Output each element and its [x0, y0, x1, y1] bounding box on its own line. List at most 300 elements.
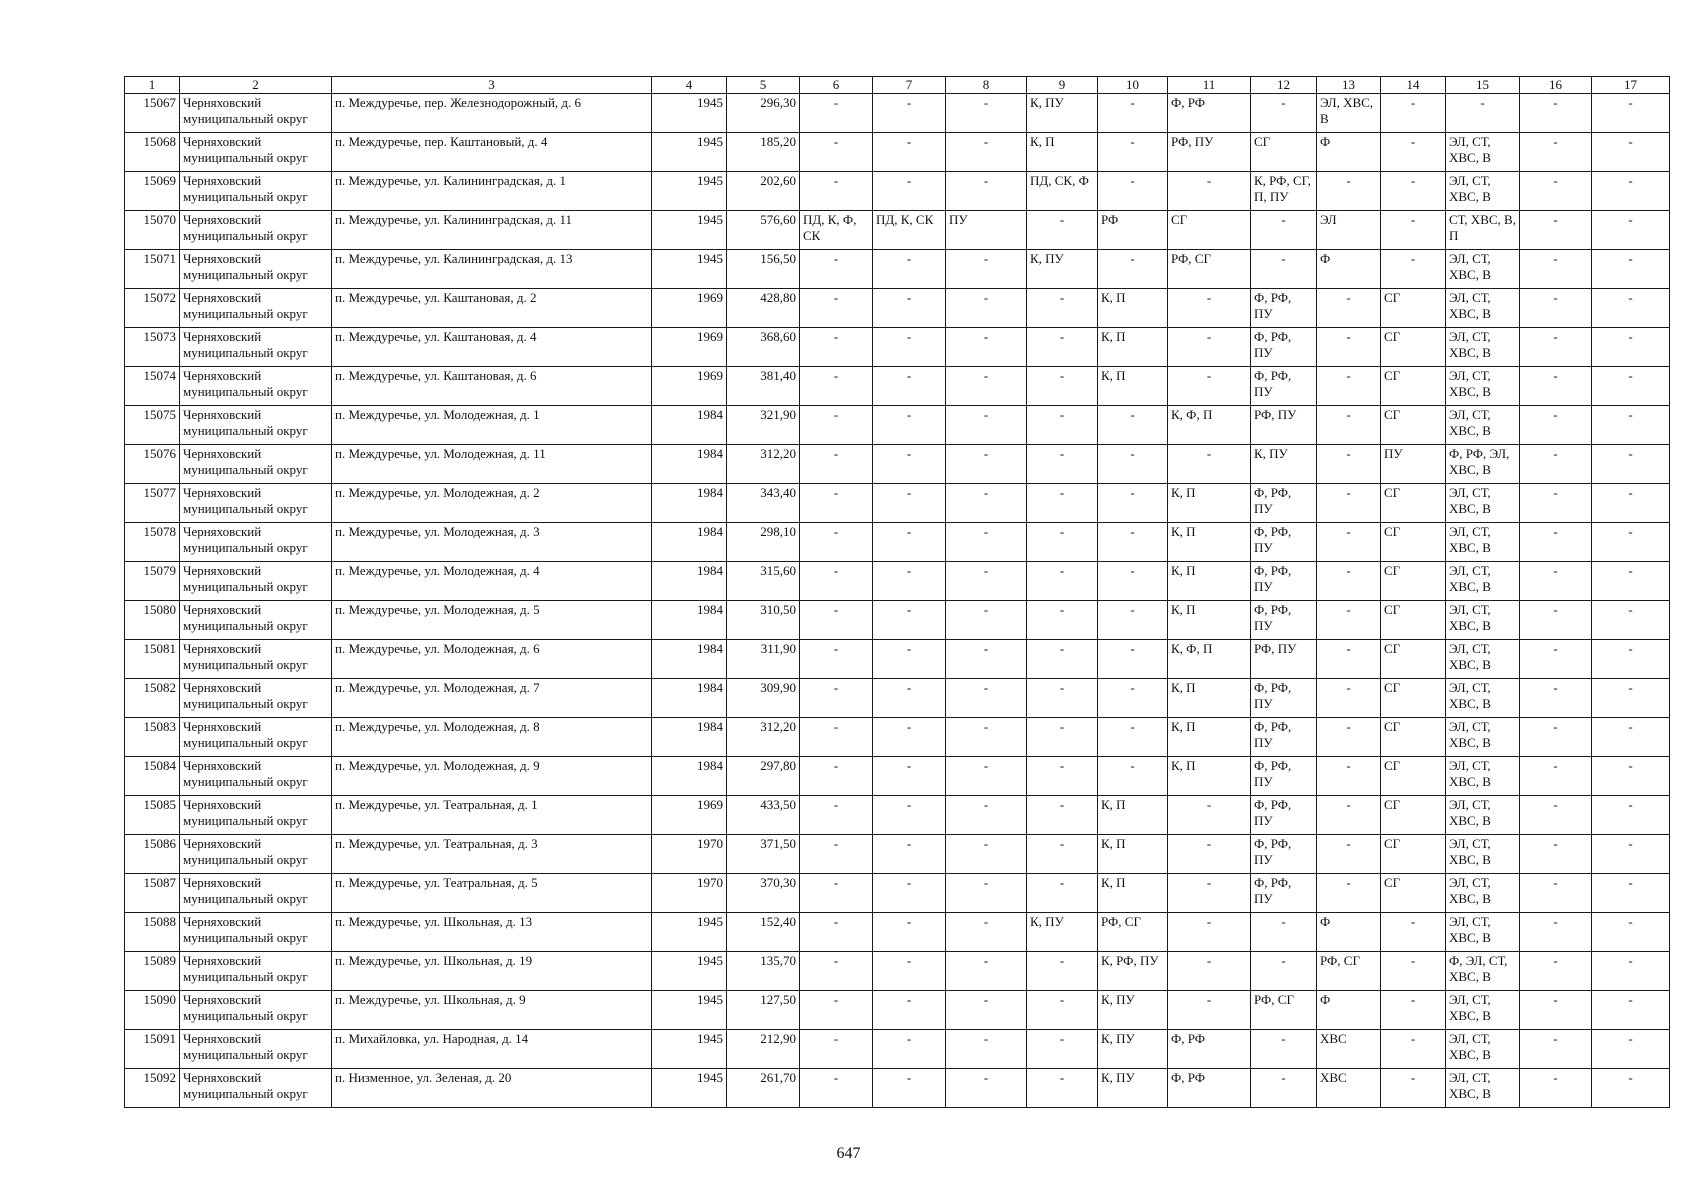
cell-col-15: ЭЛ, СТ, ХВС, В [1446, 289, 1520, 328]
cell-municipality: Черняховский муниципальный округ [180, 679, 332, 718]
cell-municipality: Черняховский муниципальный округ [180, 133, 332, 172]
table-row [125, 406, 1670, 445]
cell-col-11: РФ, ПУ [1168, 133, 1251, 172]
cell-col-6: ПД, К, Ф, СК [800, 211, 873, 250]
cell-col-11: К, П [1168, 484, 1251, 523]
cell-col-14: - [1381, 133, 1446, 172]
cell-col-14: СГ [1381, 835, 1446, 874]
cell-address: п. Низменное, ул. Зеленая, д. 20 [332, 1069, 652, 1108]
cell-col-8: - [946, 913, 1027, 952]
table-row [125, 445, 1670, 484]
cell-col-7: - [873, 601, 946, 640]
cell-col-14: СГ [1381, 406, 1446, 445]
cell-col-12: - [1251, 952, 1317, 991]
cell-col-7: - [873, 796, 946, 835]
cell-col-8: - [946, 562, 1027, 601]
cell-col-7: - [873, 328, 946, 367]
cell-area: 433,50 [727, 796, 800, 835]
cell-col-17: - [1592, 367, 1670, 406]
cell-col-14: СГ [1381, 328, 1446, 367]
cell-col-16: - [1520, 562, 1592, 601]
cell-col-10: - [1098, 601, 1168, 640]
cell-col-17: - [1592, 328, 1670, 367]
cell-col-11: К, П [1168, 679, 1251, 718]
cell-col-15: Ф, РФ, ЭЛ, ХВС, В [1446, 445, 1520, 484]
cell-col-16: - [1520, 640, 1592, 679]
cell-col-7: - [873, 913, 946, 952]
cell-area: 368,60 [727, 328, 800, 367]
cell-col-14: - [1381, 172, 1446, 211]
cell-col-9: - [1027, 640, 1098, 679]
cell-col-12: - [1251, 250, 1317, 289]
cell-col-15: ЭЛ, СТ, ХВС, В [1446, 835, 1520, 874]
cell-municipality: Черняховский муниципальный округ [180, 952, 332, 991]
cell-address: п. Междуречье, ул. Молодежная, д. 2 [332, 484, 652, 523]
cell-area: 261,70 [727, 1069, 800, 1108]
cell-area: 371,50 [727, 835, 800, 874]
cell-col-17: - [1592, 952, 1670, 991]
table-row [125, 328, 1670, 367]
cell-area: 156,50 [727, 250, 800, 289]
cell-col-16: - [1520, 289, 1592, 328]
cell-area: 311,90 [727, 640, 800, 679]
cell-area: 135,70 [727, 952, 800, 991]
cell-area: 298,10 [727, 523, 800, 562]
cell-col-13: - [1317, 679, 1381, 718]
cell-col-6: - [800, 172, 873, 211]
cell-col-6: - [800, 445, 873, 484]
cell-col-16: - [1520, 211, 1592, 250]
cell-col-14: СГ [1381, 562, 1446, 601]
cell-col-9: - [1027, 835, 1098, 874]
cell-col-15: СТ, ХВС, В, П [1446, 211, 1520, 250]
cell-year-built: 1945 [652, 172, 727, 211]
cell-col-10: - [1098, 94, 1168, 133]
cell-record-id: 15067 [125, 94, 180, 133]
cell-record-id: 15078 [125, 523, 180, 562]
cell-col-16: - [1520, 484, 1592, 523]
cell-col-6: - [800, 913, 873, 952]
cell-col-15: ЭЛ, СТ, ХВС, В [1446, 172, 1520, 211]
cell-col-11: - [1168, 796, 1251, 835]
cell-record-id: 15092 [125, 1069, 180, 1108]
cell-col-7: ПД, К, СК [873, 211, 946, 250]
cell-col-6: - [800, 601, 873, 640]
cell-record-id: 15075 [125, 406, 180, 445]
cell-col-11: - [1168, 874, 1251, 913]
cell-col-12: Ф, РФ, ПУ [1251, 289, 1317, 328]
cell-col-15: ЭЛ, СТ, ХВС, В [1446, 640, 1520, 679]
cell-col-11: - [1168, 289, 1251, 328]
cell-address: п. Междуречье, ул. Школьная, д. 9 [332, 991, 652, 1030]
cell-col-15: ЭЛ, СТ, ХВС, В [1446, 523, 1520, 562]
cell-record-id: 15076 [125, 445, 180, 484]
cell-col-17: - [1592, 874, 1670, 913]
cell-col-6: - [800, 250, 873, 289]
cell-col-8: - [946, 133, 1027, 172]
cell-col-16: - [1520, 523, 1592, 562]
cell-col-9: К, ПУ [1027, 250, 1098, 289]
column-header-17: 17 [1592, 77, 1670, 94]
cell-col-7: - [873, 484, 946, 523]
cell-col-9: - [1027, 289, 1098, 328]
cell-col-14: - [1381, 211, 1446, 250]
cell-col-9: ПД, СК, Ф [1027, 172, 1098, 211]
cell-col-8: - [946, 406, 1027, 445]
cell-municipality: Черняховский муниципальный округ [180, 172, 332, 211]
cell-col-17: - [1592, 250, 1670, 289]
cell-col-12: - [1251, 211, 1317, 250]
cell-col-8: - [946, 1030, 1027, 1069]
cell-col-8: - [946, 445, 1027, 484]
cell-year-built: 1945 [652, 952, 727, 991]
cell-col-17: - [1592, 406, 1670, 445]
cell-record-id: 15070 [125, 211, 180, 250]
cell-col-10: - [1098, 484, 1168, 523]
cell-year-built: 1945 [652, 250, 727, 289]
table-row [125, 796, 1670, 835]
cell-col-13: ХВС [1317, 1069, 1381, 1108]
cell-record-id: 15081 [125, 640, 180, 679]
cell-col-12: РФ, ПУ [1251, 406, 1317, 445]
cell-municipality: Черняховский муниципальный округ [180, 94, 332, 133]
cell-col-14: - [1381, 991, 1446, 1030]
cell-col-9: - [1027, 718, 1098, 757]
cell-col-9: - [1027, 796, 1098, 835]
cell-col-10: К, П [1098, 835, 1168, 874]
cell-col-17: - [1592, 601, 1670, 640]
cell-year-built: 1945 [652, 1069, 727, 1108]
cell-year-built: 1984 [652, 601, 727, 640]
column-header-10: 10 [1098, 77, 1168, 94]
cell-municipality: Черняховский муниципальный округ [180, 484, 332, 523]
cell-col-9: - [1027, 523, 1098, 562]
cell-col-10: РФ, СГ [1098, 913, 1168, 952]
cell-col-11: - [1168, 952, 1251, 991]
cell-col-12: Ф, РФ, ПУ [1251, 679, 1317, 718]
cell-record-id: 15089 [125, 952, 180, 991]
cell-col-15: ЭЛ, СТ, ХВС, В [1446, 406, 1520, 445]
cell-col-7: - [873, 406, 946, 445]
cell-col-14: - [1381, 1030, 1446, 1069]
cell-col-9: - [1027, 367, 1098, 406]
cell-area: 381,40 [727, 367, 800, 406]
cell-col-6: - [800, 523, 873, 562]
cell-col-6: - [800, 640, 873, 679]
table-row [125, 289, 1670, 328]
cell-col-13: Ф [1317, 913, 1381, 952]
cell-col-16: - [1520, 718, 1592, 757]
cell-col-11: - [1168, 991, 1251, 1030]
cell-col-12: - [1251, 94, 1317, 133]
cell-col-12: - [1251, 913, 1317, 952]
table-row [125, 952, 1670, 991]
cell-col-6: - [800, 952, 873, 991]
cell-col-11: - [1168, 913, 1251, 952]
cell-col-14: ПУ [1381, 445, 1446, 484]
cell-col-17: - [1592, 1030, 1670, 1069]
cell-col-13: - [1317, 796, 1381, 835]
cell-col-12: К, ПУ [1251, 445, 1317, 484]
cell-municipality: Черняховский муниципальный округ [180, 1069, 332, 1108]
cell-address: п. Междуречье, ул. Школьная, д. 13 [332, 913, 652, 952]
cell-col-6: - [800, 874, 873, 913]
cell-col-17: - [1592, 718, 1670, 757]
table-row [125, 211, 1670, 250]
cell-col-15: ЭЛ, СТ, ХВС, В [1446, 757, 1520, 796]
table-row [125, 1030, 1670, 1069]
cell-col-9: - [1027, 601, 1098, 640]
cell-col-16: - [1520, 835, 1592, 874]
cell-area: 312,20 [727, 445, 800, 484]
cell-col-9: К, ПУ [1027, 94, 1098, 133]
cell-year-built: 1945 [652, 133, 727, 172]
cell-col-12: Ф, РФ, ПУ [1251, 874, 1317, 913]
cell-col-13: ЭЛ [1317, 211, 1381, 250]
table-row [125, 874, 1670, 913]
cell-address: п. Междуречье, ул. Молодежная, д. 9 [332, 757, 652, 796]
cell-record-id: 15091 [125, 1030, 180, 1069]
cell-col-12: РФ, СГ [1251, 991, 1317, 1030]
cell-col-9: - [1027, 211, 1098, 250]
cell-col-9: - [1027, 328, 1098, 367]
cell-col-14: СГ [1381, 484, 1446, 523]
cell-record-id: 15087 [125, 874, 180, 913]
cell-col-12: - [1251, 1030, 1317, 1069]
cell-col-6: - [800, 94, 873, 133]
cell-address: п. Междуречье, ул. Молодежная, д. 3 [332, 523, 652, 562]
column-header-14: 14 [1381, 77, 1446, 94]
cell-record-id: 15086 [125, 835, 180, 874]
table-row [125, 1069, 1670, 1108]
cell-col-15: ЭЛ, СТ, ХВС, В [1446, 913, 1520, 952]
cell-col-10: К, РФ, ПУ [1098, 952, 1168, 991]
cell-col-10: - [1098, 562, 1168, 601]
cell-col-17: - [1592, 445, 1670, 484]
cell-municipality: Черняховский муниципальный округ [180, 796, 332, 835]
cell-col-16: - [1520, 679, 1592, 718]
cell-col-7: - [873, 94, 946, 133]
cell-year-built: 1945 [652, 94, 727, 133]
table-row [125, 94, 1670, 133]
cell-col-16: - [1520, 328, 1592, 367]
cell-year-built: 1969 [652, 796, 727, 835]
cell-col-7: - [873, 367, 946, 406]
cell-col-16: - [1520, 367, 1592, 406]
cell-record-id: 15079 [125, 562, 180, 601]
cell-record-id: 15083 [125, 718, 180, 757]
cell-address: п. Междуречье, пер. Железнодорожный, д. 6 [332, 94, 652, 133]
table-row [125, 757, 1670, 796]
cell-col-17: - [1592, 1069, 1670, 1108]
cell-col-11: - [1168, 328, 1251, 367]
cell-municipality: Черняховский муниципальный округ [180, 874, 332, 913]
cell-col-16: - [1520, 952, 1592, 991]
cell-municipality: Черняховский муниципальный округ [180, 406, 332, 445]
cell-col-13: - [1317, 835, 1381, 874]
cell-address: п. Междуречье, ул. Молодежная, д. 4 [332, 562, 652, 601]
cell-col-17: - [1592, 757, 1670, 796]
cell-area: 212,90 [727, 1030, 800, 1069]
column-header-16: 16 [1520, 77, 1592, 94]
cell-col-14: - [1381, 1069, 1446, 1108]
cell-col-9: - [1027, 757, 1098, 796]
cell-col-13: - [1317, 757, 1381, 796]
cell-col-15: ЭЛ, СТ, ХВС, В [1446, 133, 1520, 172]
cell-col-11: К, П [1168, 523, 1251, 562]
cell-col-10: К, П [1098, 289, 1168, 328]
cell-col-12: Ф, РФ, ПУ [1251, 523, 1317, 562]
cell-col-6: - [800, 328, 873, 367]
cell-address: п. Междуречье, ул. Молодежная, д. 1 [332, 406, 652, 445]
cell-col-14: СГ [1381, 718, 1446, 757]
cell-col-7: - [873, 757, 946, 796]
cell-col-6: - [800, 757, 873, 796]
cell-col-9: К, ПУ [1027, 913, 1098, 952]
cell-col-17: - [1592, 484, 1670, 523]
cell-address: п. Междуречье, ул. Молодежная, д. 11 [332, 445, 652, 484]
table-header [125, 77, 1670, 94]
cell-col-8: - [946, 250, 1027, 289]
cell-col-13: - [1317, 172, 1381, 211]
page-number: 647 [836, 1145, 861, 1162]
cell-col-8: - [946, 484, 1027, 523]
cell-col-13: - [1317, 484, 1381, 523]
cell-col-13: Ф [1317, 133, 1381, 172]
cell-col-6: - [800, 991, 873, 1030]
cell-col-16: - [1520, 991, 1592, 1030]
cell-col-6: - [800, 1069, 873, 1108]
table-row [125, 679, 1670, 718]
cell-col-9: - [1027, 952, 1098, 991]
cell-col-17: - [1592, 640, 1670, 679]
cell-col-14: - [1381, 913, 1446, 952]
cell-col-15: - [1446, 94, 1520, 133]
cell-address: п. Междуречье, ул. Каштановая, д. 2 [332, 289, 652, 328]
cell-year-built: 1945 [652, 1030, 727, 1069]
cell-col-9: - [1027, 874, 1098, 913]
cell-col-11: К, П [1168, 718, 1251, 757]
cell-col-15: ЭЛ, СТ, ХВС, В [1446, 679, 1520, 718]
cell-col-11: К, Ф, П [1168, 406, 1251, 445]
cell-col-7: - [873, 172, 946, 211]
cell-record-id: 15068 [125, 133, 180, 172]
cell-address: п. Междуречье, ул. Театральная, д. 1 [332, 796, 652, 835]
cell-col-8: - [946, 172, 1027, 211]
cell-col-15: ЭЛ, СТ, ХВС, В [1446, 601, 1520, 640]
cell-area: 152,40 [727, 913, 800, 952]
cell-address: п. Междуречье, ул. Театральная, д. 3 [332, 835, 652, 874]
cell-col-10: - [1098, 172, 1168, 211]
cell-municipality: Черняховский муниципальный округ [180, 367, 332, 406]
cell-col-14: - [1381, 94, 1446, 133]
cell-col-7: - [873, 445, 946, 484]
column-header-13: 13 [1317, 77, 1381, 94]
cell-col-12: Ф, РФ, ПУ [1251, 328, 1317, 367]
cell-col-12: Ф, РФ, ПУ [1251, 562, 1317, 601]
table-row [125, 133, 1670, 172]
cell-year-built: 1945 [652, 211, 727, 250]
cell-col-10: - [1098, 406, 1168, 445]
cell-col-14: СГ [1381, 874, 1446, 913]
cell-col-8: - [946, 796, 1027, 835]
cell-col-13: Ф [1317, 250, 1381, 289]
cell-col-8: - [946, 601, 1027, 640]
column-header-8: 8 [946, 77, 1027, 94]
cell-col-10: - [1098, 133, 1168, 172]
cell-municipality: Черняховский муниципальный округ [180, 328, 332, 367]
cell-col-12: - [1251, 1069, 1317, 1108]
cell-address: п. Междуречье, ул. Театральная, д. 5 [332, 874, 652, 913]
cell-col-13: ХВС [1317, 1030, 1381, 1069]
cell-col-11: - [1168, 835, 1251, 874]
cell-record-id: 15084 [125, 757, 180, 796]
cell-municipality: Черняховский муниципальный округ [180, 445, 332, 484]
cell-col-11: Ф, РФ [1168, 94, 1251, 133]
cell-year-built: 1984 [652, 484, 727, 523]
cell-area: 185,20 [727, 133, 800, 172]
column-header-7: 7 [873, 77, 946, 94]
cell-record-id: 15074 [125, 367, 180, 406]
cell-municipality: Черняховский муниципальный округ [180, 250, 332, 289]
cell-col-8: - [946, 289, 1027, 328]
cell-col-14: СГ [1381, 757, 1446, 796]
cell-address: п. Междуречье, ул. Каштановая, д. 4 [332, 328, 652, 367]
cell-col-15: ЭЛ, СТ, ХВС, В [1446, 328, 1520, 367]
cell-col-15: ЭЛ, СТ, ХВС, В [1446, 991, 1520, 1030]
cell-municipality: Черняховский муниципальный округ [180, 640, 332, 679]
cell-municipality: Черняховский муниципальный округ [180, 1030, 332, 1069]
cell-year-built: 1984 [652, 523, 727, 562]
cell-col-17: - [1592, 94, 1670, 133]
cell-col-14: СГ [1381, 367, 1446, 406]
cell-col-8: - [946, 757, 1027, 796]
cell-col-14: - [1381, 250, 1446, 289]
cell-col-8: - [946, 640, 1027, 679]
table-row [125, 250, 1670, 289]
cell-col-7: - [873, 952, 946, 991]
cell-col-13: - [1317, 640, 1381, 679]
cell-col-7: - [873, 1069, 946, 1108]
cell-record-id: 15072 [125, 289, 180, 328]
cell-col-12: СГ [1251, 133, 1317, 172]
cell-col-11: Ф, РФ [1168, 1030, 1251, 1069]
cell-record-id: 15088 [125, 913, 180, 952]
cell-municipality: Черняховский муниципальный округ [180, 913, 332, 952]
cell-col-8: - [946, 991, 1027, 1030]
cell-year-built: 1984 [652, 406, 727, 445]
cell-record-id: 15069 [125, 172, 180, 211]
cell-address: п. Междуречье, ул. Молодежная, д. 6 [332, 640, 652, 679]
column-header-1: 1 [125, 77, 180, 94]
cell-area: 370,30 [727, 874, 800, 913]
cell-year-built: 1970 [652, 874, 727, 913]
cell-area: 343,40 [727, 484, 800, 523]
cell-area: 428,80 [727, 289, 800, 328]
column-header-11: 11 [1168, 77, 1251, 94]
cell-address: п. Междуречье, пер. Каштановый, д. 4 [332, 133, 652, 172]
column-header-2: 2 [180, 77, 332, 94]
cell-col-11: - [1168, 367, 1251, 406]
cell-col-6: - [800, 406, 873, 445]
cell-address: п. Междуречье, ул. Молодежная, д. 8 [332, 718, 652, 757]
cell-col-12: РФ, ПУ [1251, 640, 1317, 679]
cell-record-id: 15077 [125, 484, 180, 523]
cell-col-6: - [800, 835, 873, 874]
cell-col-17: - [1592, 133, 1670, 172]
cell-municipality: Черняховский муниципальный округ [180, 289, 332, 328]
column-header-12: 12 [1251, 77, 1317, 94]
